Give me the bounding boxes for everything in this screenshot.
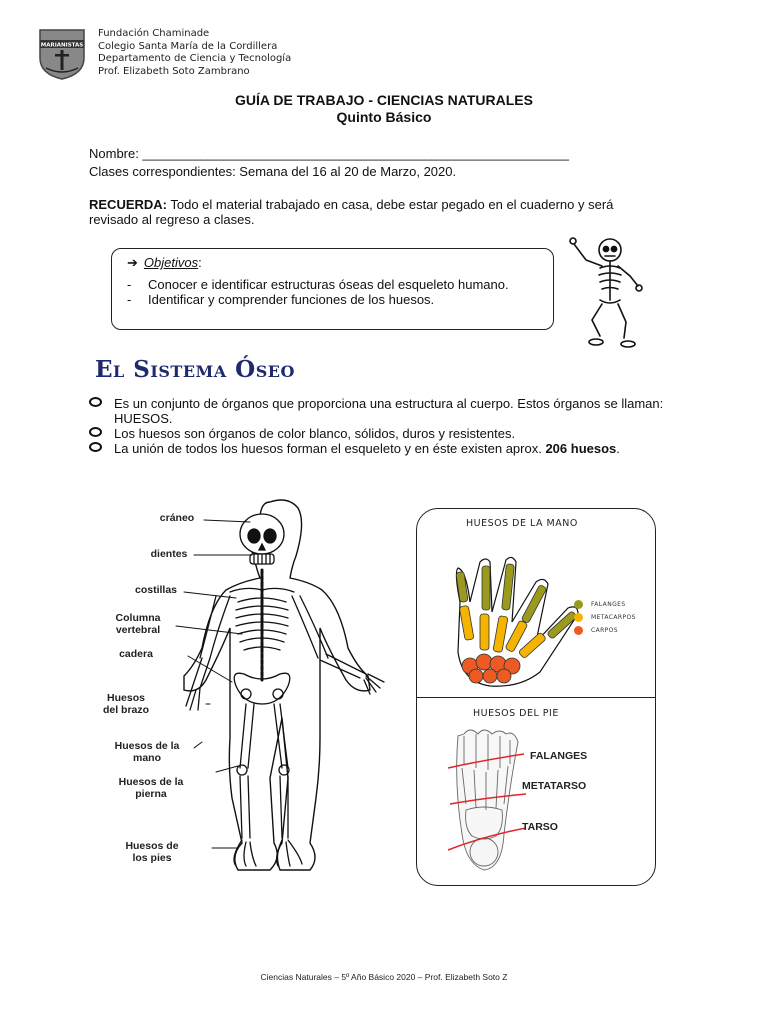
legend-label: CARPOS bbox=[591, 627, 619, 634]
name-field[interactable]: Nombre: ___________________________________________________________ bbox=[89, 146, 570, 161]
reminder-note bbox=[89, 197, 659, 227]
skeleton-label-leg-bones: Huesos de la pierna bbox=[118, 776, 184, 800]
bullet-text: Es un conjunto de órganos que proporciona una estructura al cuerpo. Estos órganos se llaman: HUESOS. bbox=[114, 396, 664, 426]
page-footer: Ciencias Naturales – 5º Año Básico 2020 – Prof. Elizabeth Soto Z bbox=[260, 972, 508, 982]
foot-label-metatarsus: METATARSO bbox=[522, 780, 587, 792]
bullet-text-part: . bbox=[616, 441, 620, 456]
arrow-right-icon: ➔ bbox=[127, 255, 138, 270]
section-title: El Sistema Óseo bbox=[95, 356, 295, 383]
legend-label: METACARPOS bbox=[591, 614, 636, 621]
reminder-text: Todo el material trabajado en casa, debe estar pegado en el cuaderno y será revisado al regreso a clases. bbox=[89, 197, 614, 227]
circle-bullet-icon bbox=[89, 397, 102, 407]
foot-label-tarsus: TARSO bbox=[522, 821, 558, 833]
bullet-text bbox=[114, 441, 669, 456]
bullet-text-part: La unión de todos los huesos forman el esqueleto y en éste existen aprox. bbox=[114, 441, 546, 456]
bullet-text: Los huesos son órganos de color blanco, sólidos, duros y resistentes. bbox=[114, 426, 516, 441]
legend-swatch-phalanges bbox=[574, 600, 583, 609]
foot-panel-title: HUESOS DEL PIE bbox=[473, 708, 559, 719]
objective-item bbox=[127, 277, 509, 292]
objective-text: Identificar y comprender funciones de los huesos. bbox=[148, 292, 435, 307]
objectives-colon: : bbox=[198, 255, 202, 270]
institution-header bbox=[98, 28, 291, 78]
classes-date-line: Clases correspondientes: Semana del 16 al 20 de Marzo, 2020. bbox=[89, 164, 457, 179]
skeleton-label-hip: cadera bbox=[119, 648, 153, 660]
objectives-label: Objetivos bbox=[143, 255, 199, 270]
objective-dash: - bbox=[127, 277, 132, 292]
reminder-label: RECUERDA: bbox=[89, 197, 167, 212]
svg-text:MARIANISTAS: MARIANISTAS bbox=[40, 42, 84, 49]
school-crest-logo bbox=[38, 28, 86, 80]
skeleton-label-skull: cráneo bbox=[159, 512, 195, 524]
hand-legend bbox=[574, 600, 636, 635]
objective-text: Conocer e identificar estructuras óseas del esqueleto humano. bbox=[148, 277, 509, 292]
skeleton-label-ribs: costillas bbox=[134, 584, 178, 596]
panel-divider bbox=[416, 697, 656, 698]
legend-item bbox=[574, 600, 636, 609]
header-line: Prof. Elizabeth Soto Zambrano bbox=[98, 65, 250, 77]
bullet-item bbox=[89, 426, 679, 441]
skeleton-label-teeth: dientes bbox=[150, 548, 188, 560]
dancing-skeleton-illustration bbox=[566, 232, 646, 352]
human-skeleton-diagram bbox=[170, 498, 410, 883]
legend-item bbox=[574, 613, 636, 622]
document-title: GUÍA DE TRABAJO - CIENCIAS NATURALES bbox=[235, 92, 533, 108]
header-line: Departamento de Ciencia y Tecnología bbox=[98, 53, 292, 64]
legend-swatch-metacarpals bbox=[574, 613, 583, 622]
circle-bullet-icon bbox=[89, 427, 102, 437]
legend-swatch-carpals bbox=[574, 626, 583, 635]
objective-item bbox=[127, 292, 434, 307]
bullet-item bbox=[89, 396, 679, 426]
objective-dash: - bbox=[127, 292, 132, 307]
legend-label: FALANGES bbox=[591, 601, 626, 608]
objectives-heading bbox=[127, 255, 202, 271]
foot-bones-illustration bbox=[444, 724, 528, 874]
circle-bullet-icon bbox=[89, 442, 102, 452]
header-line: Colegio Santa María de la Cordillera bbox=[98, 40, 278, 52]
foot-label-phalanges: FALANGES bbox=[530, 750, 588, 762]
skeleton-label-foot-bones: Huesos de los pies bbox=[125, 840, 179, 864]
skeleton-label-arm-bones: Huesos del brazo bbox=[102, 692, 150, 716]
skeleton-label-spine: Columna vertebral bbox=[115, 612, 161, 636]
legend-item bbox=[574, 626, 636, 635]
document-subtitle: Quinto Básico bbox=[336, 109, 432, 125]
bone-count: 206 huesos bbox=[545, 441, 617, 456]
skeleton-label-hand-bones: Huesos de la mano bbox=[114, 740, 180, 764]
header-line: Fundación Chaminade bbox=[98, 28, 210, 39]
hand-panel-title: HUESOS DE LA MANO bbox=[466, 518, 578, 529]
bullet-item bbox=[89, 441, 679, 456]
